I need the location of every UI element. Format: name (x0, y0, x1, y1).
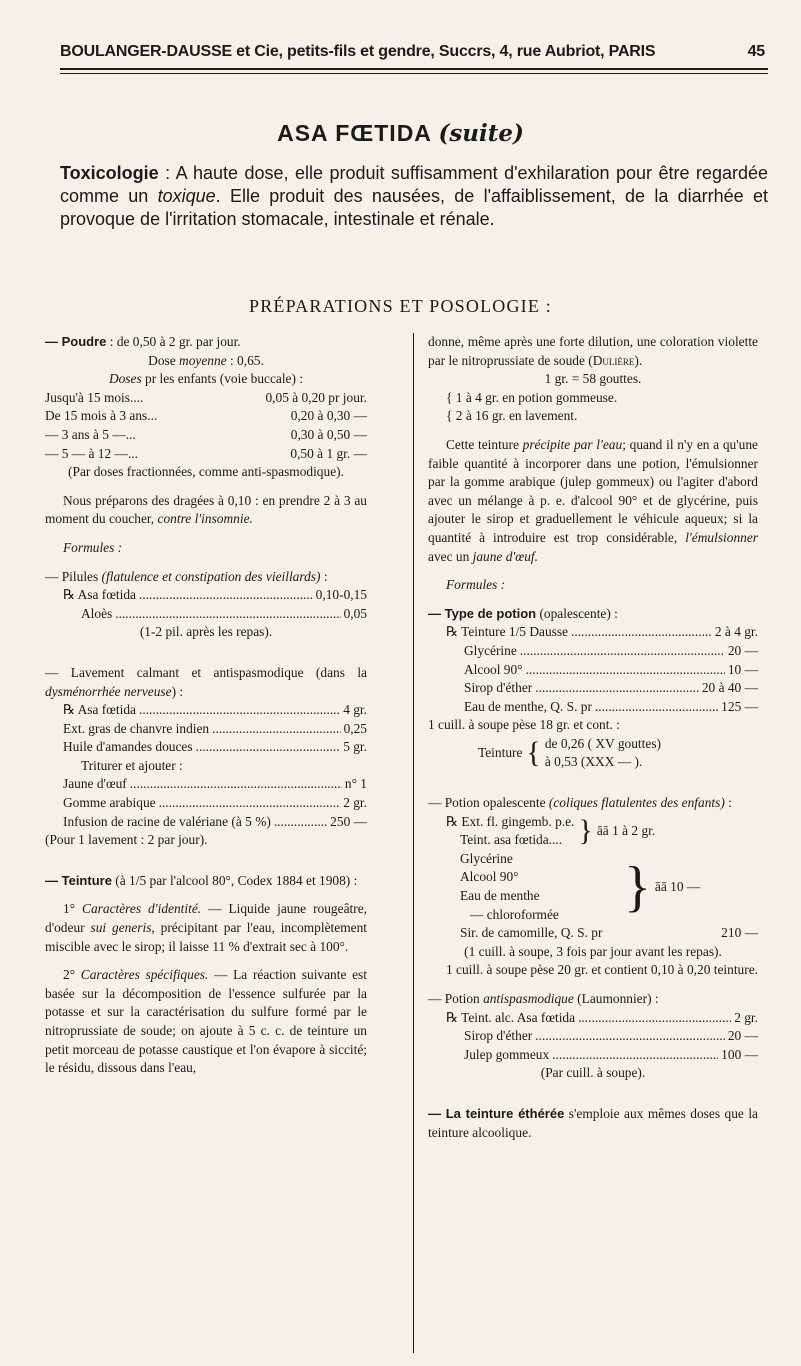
cont-author: Dulière (592, 352, 635, 368)
formulas-label: Formules : (63, 539, 123, 555)
recipe-row (63, 701, 367, 720)
potion-recipe (428, 623, 758, 716)
row-value: 2 gr. (734, 1009, 758, 1025)
children-row (45, 389, 367, 408)
row-label: — 3 ans à 5 —... (45, 426, 136, 442)
row-label: ℞ Teinture 1/5 Dausse (446, 624, 569, 640)
children-row (45, 407, 367, 426)
recipe-row (446, 623, 758, 642)
enema-recipe (45, 701, 367, 831)
toxicology-text: : A haute dose, elle produit suffisamment d'exhilaration pour être regardée comme un (60, 163, 768, 206)
recipe-row (63, 738, 367, 757)
opal-intro: — Potion opalescente (428, 795, 549, 811)
row-value: 2 à 4 gr. (714, 624, 758, 640)
column-divider (413, 333, 414, 1353)
potion-text: (opalescente) : (536, 605, 618, 621)
row-label: Gomme arabique (63, 795, 156, 811)
opal-colon: : (724, 795, 732, 811)
children-title-text: pr les enfants (voie buccale) : (141, 371, 304, 387)
anti-author: (Laumonnier) : (573, 991, 659, 1006)
row-label: Ext. gras de chanvre indien (63, 720, 210, 736)
enema-end: ) : (171, 683, 184, 699)
drops-equivalence: 1 gr. = 58 gouttes. (544, 371, 642, 387)
row-label: Jusqu'à 15 mois.... (45, 389, 144, 405)
row-label: De 15 mois à 3 ans... (45, 408, 158, 424)
row-value: 250 — (330, 813, 367, 829)
toxicology-paragraph (60, 162, 768, 231)
tinct-a: de 0,26 ( XV gouttes) (544, 735, 661, 751)
tincture-content (428, 735, 758, 772)
title-suite: (suite) (438, 120, 524, 147)
row-label: Sirop d'éther (464, 1028, 533, 1044)
row-value: 0,10-0,15 (315, 587, 367, 603)
tincture-lead: — Teinture (45, 872, 112, 888)
left-column (45, 333, 367, 1078)
dragees-paragraph (45, 492, 367, 529)
dose-enema: { 2 à 16 gr. en lavement. (446, 408, 578, 424)
toxicology-text2: . Elle produit des nausées, de l'affaiblissement, de la diarrhée et provoque de l'irritation stomacale, intestinale et rénale. (60, 186, 768, 229)
opal-group2 (446, 850, 758, 924)
recipe-row (63, 586, 367, 605)
row-label: Jaune d'œuf (63, 776, 127, 792)
row-label: Julep gommeux (464, 1046, 550, 1062)
opal-r2v: āā 10 — (654, 878, 701, 894)
char2-num: 2° (63, 967, 81, 983)
row-label: ℞ Asa fœtida (63, 587, 136, 603)
anti-italic: antispasmodique (483, 991, 574, 1006)
row-label: Aloès (81, 605, 113, 621)
char1-num: 1° (63, 901, 83, 917)
tincture-text: (à 1/5 par l'alcool 80°, Codex 1884 et 1908) : (111, 872, 358, 888)
dose-avg-value: : 0,65. (226, 352, 264, 368)
cont-end: ). (634, 352, 643, 368)
header-rule-thick (60, 68, 768, 70)
row-value: 5 gr. (343, 739, 367, 755)
pills-italic: (flatulence et constipation des vieillards) (101, 568, 321, 584)
children-row (45, 426, 367, 445)
row-value: 0,05 à 0,20 pr jour. (265, 389, 367, 405)
opal-note: (1 cuill. à soupe, 3 fois par jour avant les repas). (464, 943, 722, 959)
potion-lead: — Type de potion (428, 605, 537, 621)
continuation-paragraph (428, 333, 758, 370)
recipe-row (63, 794, 367, 813)
dragees-italic: contre l'insomnie. (157, 511, 253, 527)
anti-note: (Par cuill. à soupe). (540, 1065, 646, 1081)
char2-italic: Caractères spécifiques. (80, 967, 209, 983)
publisher-line: BOULANGER-DAUSSE et Cie, petits-fils et gendre, Succrs, 4, rue Aubriot, PARIS (60, 43, 656, 60)
antispasmodic-heading (428, 990, 758, 1009)
dose-avg-label: Dose (148, 352, 180, 368)
potion-note: 1 cuill. à soupe pèse 18 gr. et cont. : (428, 717, 620, 733)
toxicology-italic: toxique (157, 186, 216, 206)
dragees-text: Nous préparons des dragées à 0,10 : en prendre 2 à 3 au moment du coucher, (45, 492, 367, 527)
row-value: n° 1 (344, 776, 367, 792)
precip-text: Cette teinture (446, 436, 523, 452)
row-value: 125 — (721, 698, 758, 714)
row-value: 100 — (721, 1046, 758, 1062)
tincture-heading (45, 872, 367, 891)
row-value: 20 à 40 — (701, 680, 758, 696)
header-rule-thin (60, 73, 768, 74)
row-label: Sirop d'éther (464, 680, 533, 696)
children-doses-table (45, 389, 367, 463)
precip-text3: avec un (428, 548, 473, 564)
recipe-row (63, 813, 367, 832)
enema-note: (Pour 1 lavement : 2 par jour). (45, 832, 208, 848)
opal-note2: 1 cuill. à soupe pèse 20 gr. et contient 0,10 à 0,20 teinture. (446, 962, 758, 978)
tinct-b: à 0,53 (XXX — ). (544, 754, 643, 770)
section-title: PRÉPARATIONS ET POSOLOGIE : (249, 296, 552, 316)
pills-note: (1-2 pil. après les repas). (139, 624, 273, 640)
precip-italic: précipite par l'eau (522, 436, 623, 452)
row-label: Eau de menthe, Q. S. pr (464, 698, 592, 714)
recipe-row (446, 661, 758, 680)
row-label: Alcool 90° (464, 661, 523, 677)
opal-r1v: āā 1 à 2 gr. (596, 822, 656, 838)
char2-text: — La réaction suivante est basée sur la décomposition de l'essence sulfurée par la potasse et sur la caractérisation du sulfure formé par le nitroprussiate de soude; on ajoute à 5 c. c. de teinture un petit morceau de potasse caustique et l'on évapore à siccité; le résidu, dissous dans l'eau, (45, 967, 367, 1076)
char1-italic: Caractères d'identité. (82, 901, 202, 917)
powder-text: : de 0,50 à 2 gr. par jour. (106, 334, 241, 349)
brace-glyph: } (578, 814, 593, 848)
char1-italic2: sui generis (90, 920, 152, 936)
dose-avg-italic: moyenne (179, 352, 227, 368)
row-value: 20 — (727, 642, 758, 658)
opalescent-recipe (428, 813, 758, 943)
row-label: Sir. de camomille, Q. S. pr (460, 925, 603, 941)
recipe-row (446, 1027, 758, 1046)
row-label: Infusion de racine de valériane (à 5 %) (63, 813, 271, 829)
enema-italic: dysménorrhée nerveuse (45, 683, 172, 699)
powder-lead: — Poudre (45, 334, 107, 349)
row-value: 4 gr. (343, 702, 367, 718)
row-value: 10 — (727, 661, 758, 677)
precipitate-paragraph (428, 436, 758, 566)
recipe-row (446, 1009, 758, 1028)
row-value: 0,25 (343, 720, 367, 736)
opal-r1b: Teint. asa fœtida.... (460, 832, 563, 848)
brace-glyph: { (526, 736, 541, 770)
opal-group1-labels (446, 813, 574, 850)
precip-text2: ; quand il n'y en a qu'une faible quantité à incorporer dans une potion, l'émulsionner par la gomme arabique (julep gommeux) ou l'agiter d'abord avec un mélange à p. e. d'alcool 90° et de glycérine, puis ajouter le sirop et graduellement le véhicule aqueux; si la quantité à introduire est trop considérable, (428, 436, 758, 545)
dose-potion: { 1 à 4 gr. en potion gommeuse. (446, 389, 618, 405)
pills-recipe (45, 586, 367, 623)
recipe-row (63, 720, 367, 739)
toxicology-lead: Toxicologie (60, 163, 159, 183)
cont-text: donne, même après une forte dilution, une coloration violette par le nitroprussiate de soude ( (428, 334, 758, 368)
opal-r2c: Eau de menthe (460, 888, 540, 904)
children-note: (Par doses fractionnées, comme anti-spasmodique). (68, 464, 344, 480)
page-title (0, 120, 801, 147)
tinct-label: Teinture (478, 745, 523, 761)
potion-heading (428, 605, 758, 624)
row-value: 210 — (721, 925, 758, 941)
recipe-row (446, 679, 758, 698)
opalescent-heading (428, 794, 758, 813)
running-header (60, 43, 765, 61)
powder-line (45, 333, 367, 352)
opal-italic: (coliques flatulentes des enfants) (548, 795, 725, 811)
dose1: 1 à 4 gr. en potion gommeuse. (455, 389, 618, 405)
children-row (45, 445, 367, 464)
precip-italic2: l'émulsionner (685, 529, 758, 545)
ether-tincture-paragraph (428, 1105, 758, 1142)
enema-heading (45, 664, 367, 701)
opal-r1a: ℞ Ext. fl. gingemb. p.e. (446, 813, 575, 829)
row-label: Glycérine (464, 642, 517, 658)
tinct-values (545, 735, 661, 772)
brace-glyph: } (624, 856, 651, 919)
recipe-row (63, 605, 367, 624)
identity-paragraph (45, 900, 367, 956)
pills-intro: — Pilules (45, 568, 102, 584)
char1-text: — Liquide jaune rougeâtre, d'odeur (45, 901, 367, 936)
row-value: 0,50 à 1 gr. — (290, 445, 367, 461)
row-label: ℞ Asa fœtida (63, 702, 136, 718)
recipe-row (63, 775, 367, 794)
opal-group1 (446, 813, 758, 850)
recipe-row (446, 698, 758, 717)
anti-intro: — Potion (428, 991, 484, 1006)
specific-paragraph (45, 966, 367, 1078)
opal-group2-labels (446, 850, 620, 924)
row-label: — 5 — à 12 —... (45, 445, 138, 461)
recipe-row (446, 924, 758, 943)
children-title-italic: Doses (108, 371, 142, 387)
pills-heading (45, 568, 367, 587)
children-doses-title (45, 370, 367, 389)
precip-italic3: jaune d'œuf. (472, 548, 538, 564)
opal-r2d: — chloroformée (470, 906, 559, 922)
page-number: 45 (747, 43, 765, 60)
opal-r2b: Alcool 90° (460, 869, 519, 885)
row-value: 20 — (727, 1028, 758, 1044)
title-main: ASA FŒTIDA (277, 120, 432, 146)
ether-lead: — La teinture éthérée (428, 1105, 565, 1121)
row-value: 0,05 (343, 605, 367, 621)
recipe-row (446, 1046, 758, 1065)
row-value: 2 gr. (343, 795, 367, 811)
row-value: 0,30 à 0,50 — (290, 426, 367, 442)
row-label: Huile d'amandes douces (63, 739, 193, 755)
formulas-label-right: Formules : (446, 577, 506, 593)
dose2: 2 à 16 gr. en lavement. (455, 408, 578, 424)
pills-colon: : (320, 568, 328, 584)
char1-text2: , précipitant par l'eau, incomplètement miscible avec le sirop; il laisse 11 % d'extrait sec à 100°. (45, 920, 367, 954)
ether-text: s'emploie aux mêmes doses que la teinture alcoolique. (428, 1105, 758, 1140)
enema-intro: — Lavement calmant et antispasmodique (dans la (45, 664, 367, 680)
row-value: 0,20 à 0,30 — (290, 408, 367, 424)
recipe-row (446, 642, 758, 661)
opal-r2a: Glycérine (460, 850, 513, 866)
triturate-line: Triturer et ajouter : (81, 757, 183, 773)
row-label: ℞ Teint. alc. Asa fœtida (446, 1009, 576, 1025)
dose-average (45, 352, 367, 371)
antispasmodic-recipe (428, 1009, 758, 1065)
right-column (428, 333, 758, 1142)
